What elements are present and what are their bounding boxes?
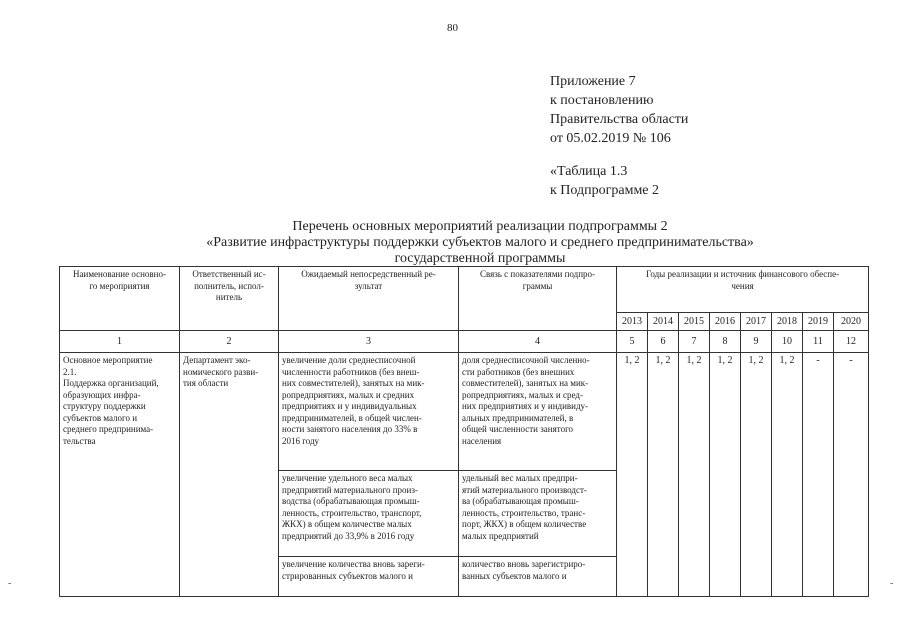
year-cell: 2020 (834, 313, 869, 331)
funding-cell: 1, 2 (617, 353, 648, 597)
document-title (100, 219, 860, 267)
funding-cell: 1, 2 (679, 353, 710, 597)
year-cell: 2016 (710, 313, 741, 331)
appendix-line: Приложение 7 (550, 74, 636, 89)
column-number-row (60, 331, 869, 353)
column-number: 12 (834, 331, 869, 353)
column-number: 9 (741, 331, 772, 353)
column-number: 8 (710, 331, 741, 353)
column-number: 2 (180, 331, 279, 353)
header-executor: Ответственный ис- полнитель, испол- нитель (180, 267, 279, 331)
column-number: 10 (772, 331, 803, 353)
appendix-line: от 05.02.2019 № 106 (550, 131, 671, 146)
expected-result-cell: увеличение удельного веса малых предприятий материального произ- водства (обрабатывающая промыш- ленность, строительство, транспорт, ЖКХ) в общем количестве малых предприятий до 33,9% в 2016 году (279, 471, 459, 557)
table-reference (550, 162, 659, 200)
measures-table (59, 266, 869, 597)
year-cell: 2014 (648, 313, 679, 331)
appendix-line: Правительства области (550, 112, 689, 127)
title-line: «Развитие инфраструктуры поддержки субъектов малого и среднего предпринимательства» (206, 235, 754, 250)
funding-cell: 1, 2 (772, 353, 803, 597)
title-line: Перечень основных мероприятий реализации подпрограммы 2 (292, 219, 668, 234)
column-number: 7 (679, 331, 710, 353)
page-number: 80 (447, 22, 458, 34)
column-number: 4 (459, 331, 617, 353)
executor-cell: Департамент эко- номического разви- тия области (180, 353, 279, 597)
funding-cell: - (834, 353, 869, 597)
year-cell: 2018 (772, 313, 803, 331)
funding-cell: - (803, 353, 834, 597)
title-line: государственной программы (394, 251, 566, 266)
measure-name-cell: Основное мероприятие 2.1. Поддержка организаций, образующих инфра- структуру поддержки субъектов малого и среднего предпринима- тельства (60, 353, 180, 597)
header-indicator-link: Связь с показателями подпро- граммы (459, 267, 617, 331)
column-number: 5 (617, 331, 648, 353)
indicator-link-cell: удельный вес малых предпри- ятий материального производст- ва (обрабатывающая промыш- ленность, строительство, транс- порт, ЖКХ) в общем количестве малых предприятий (459, 471, 617, 557)
header-expected-result: Ожидаемый непосредственный ре- зультат (279, 267, 459, 331)
funding-cell: 1, 2 (710, 353, 741, 597)
expected-result-cell: увеличение количества вновь зареги- стрированных субъектов малого и (279, 557, 459, 597)
year-cell: 2013 (617, 313, 648, 331)
year-cell: 2019 (803, 313, 834, 331)
year-cell: 2017 (741, 313, 772, 331)
indicator-link-cell: количество вновь зарегистриро- ванных субъектов малого и (459, 557, 617, 597)
indicator-link-cell: доля среднесписочной численно- сти работников (без внешних совместителей), занятых на мик- ропредприятиях, малых и сред- них предприятиях и у индивиду- альных предпринимателей, в общей численности занятого населения (459, 353, 617, 471)
header-years-group: Годы реализации и источник финансового обеспе- чения (617, 267, 869, 313)
column-number: 3 (279, 331, 459, 353)
appendix-block (550, 72, 688, 148)
appendix-line: к постановлению (550, 93, 654, 108)
header-row (60, 267, 869, 313)
column-number: 6 (648, 331, 679, 353)
edge-mark-left: - (8, 578, 12, 589)
column-number: 11 (803, 331, 834, 353)
year-cell: 2015 (679, 313, 710, 331)
expected-result-cell: увеличение доли среднесписочной численности работников (без внеш- них совместителей), занятых на мик- ропредприятиях, малых и средних предприятиях и у индивидуальных предпринимателей, в общей числен- ности занятого населения до 33% в 2016 году (279, 353, 459, 471)
funding-cell: 1, 2 (648, 353, 679, 597)
funding-cell: 1, 2 (741, 353, 772, 597)
table-row (60, 353, 869, 471)
table-reference-line: к Подпрограмме 2 (550, 183, 660, 198)
column-number: 1 (60, 331, 180, 353)
edge-mark-right: - (890, 578, 894, 589)
header-measure-name: Наименование основно- го мероприятия (60, 267, 180, 331)
table-reference-line: «Таблица 1.3 (550, 164, 628, 179)
